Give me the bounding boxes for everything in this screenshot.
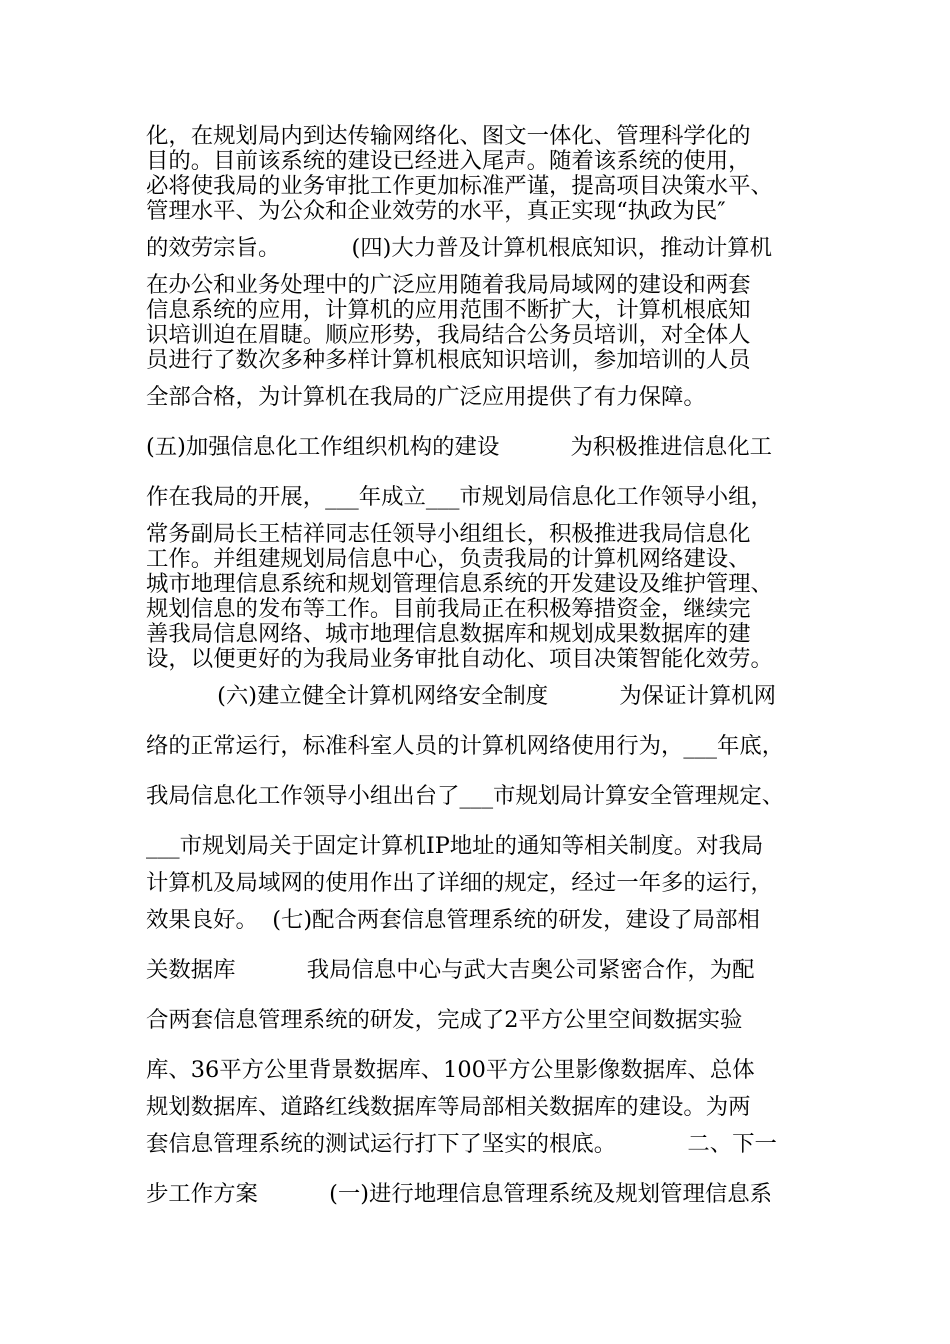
text-line: 规划数据库、道路红线数据库等局部相关数据库的建设。为两	[146, 1094, 751, 1120]
text-line: 规划信息的发布等工作。目前我局正在积极筹措资金，继续完	[146, 596, 751, 622]
text-line: 计算机及局域网的使用作出了详细的规定，经过一年多的运行，	[146, 870, 773, 896]
text-line: 作在我局的开展，___年成立___市规划局信息化工作领导小组，	[146, 484, 773, 510]
text-line: 全部合格，为计算机在我局的广泛应用提供了有力保障。	[146, 384, 706, 410]
text-line: 信息系统的应用，计算机的应用范围不断扩大，计算机根底知	[146, 297, 751, 323]
text-line: (五)加强信息化工作组织机构的建设 为积极推进信息化工	[146, 434, 773, 460]
text-line: 套信息管理系统的测试运行打下了坚实的根底。 二、下一	[146, 1131, 777, 1157]
text-line: 管理水平、为公众和企业效劳的水平，真正实现“执政为民″	[146, 198, 726, 224]
text-line: 化，在规划局内到达传输网络化、图文一体化、管理科学化的	[146, 123, 751, 149]
text-line: 必将使我局的业务审批工作更加标准严谨，提高项目决策水平、	[146, 173, 773, 199]
text-line: 合两套信息管理系统的研发，完成了2平方公里空间数据实验	[146, 1007, 743, 1033]
text-line: 库、36平方公里背景数据库、100平方公里影像数据库、总体	[146, 1057, 755, 1083]
text-line: ___市规划局关于固定计算机IP地址的通知等相关制度。对我局	[146, 833, 764, 859]
text-line: (六)建立健全计算机网络安全制度 为保证计算机网	[146, 683, 777, 709]
text-line: 我局信息化工作领导小组出台了___市规划局计算安全管理规定、	[146, 783, 785, 809]
text-line: 常务副局长王桔祥同志任领导小组组长，积极推进我局信息化	[146, 521, 751, 547]
text-line: 关数据库 我局信息中心与武大吉奥公司紧密合作，为配	[146, 957, 755, 983]
text-line: 工作。并组建规划局信息中心，负责我局的计算机网络建设、	[146, 546, 751, 572]
text-line: 步工作方案 (一)进行地理信息管理系统及规划管理信息系	[146, 1181, 773, 1207]
text-line: 络的正常运行，标准科室人员的计算机网络使用行为，___年底，	[146, 733, 785, 759]
text-line: 设，以便更好的为我局业务审批自动化、项目决策智能化效劳。	[146, 646, 773, 672]
text-line: 的效劳宗旨。 (四)大力普及计算机根底知识，推动计算机	[146, 235, 773, 261]
text-line: 识培训迫在眉睫。顺应形势，我局结合公务员培训，对全体人	[146, 322, 751, 348]
text-line: 效果良好。 (七)配合两套信息管理系统的研发，建设了局部相	[146, 907, 760, 933]
text-line: 善我局信息网络、城市地理信息数据库和规划成果数据库的建	[146, 621, 751, 647]
text-line: 员进行了数次多种多样计算机根底知识培训，参加培训的人员	[146, 347, 751, 373]
text-line: 目的。目前该系统的建设已经进入尾声。随着该系统的使用，	[146, 148, 751, 174]
text-line: 在办公和业务处理中的广泛应用随着我局局域网的建设和两套	[146, 272, 751, 298]
text-line: 城市地理信息系统和规划管理信息系统的开发建设及维护管理、	[146, 571, 773, 597]
